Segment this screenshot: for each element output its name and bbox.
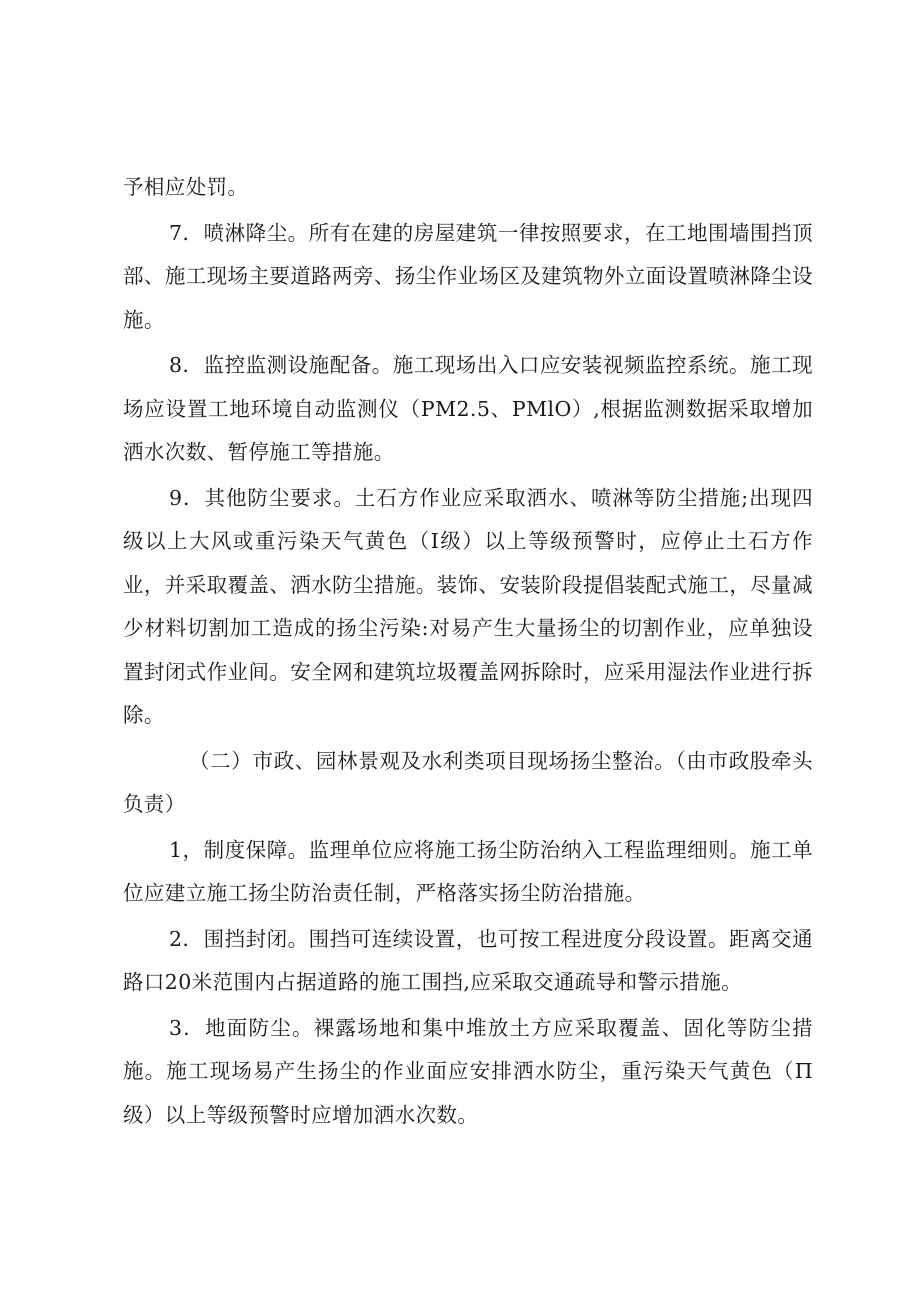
paragraph-item-1: 1，制度保障。监理单位应将施工扬尘防治纳入工程监理细则。施工单位应建立施工扬尘防治责任制，严格落实扬尘防治措施。	[123, 837, 813, 905]
paragraph-item-2: 2．围挡封闭。围挡可连续设置，也可按工程进度分段设置。距离交通路口20米范围内占据道路的施工围挡,应采取交通疏导和警示措施。	[123, 926, 813, 994]
paragraph-item-7: 7．喷淋降尘。所有在建的房屋建筑一律按照要求，在工地围墙围挡顶部、施工现场主要道路两旁、扬尘作业场区及建筑物外立面设置喷淋降尘设施。	[123, 220, 813, 332]
paragraph-continuation: 予相应处罚。	[123, 175, 249, 199]
paragraph-item-8: 8．监控监测设施配备。施工现场出入口应安装视频监控系统。施工现场应设置工地环境自动监测仪（PM2.5、PMlO）,根据监测数据采取增加洒水次数、暂停施工等措施。	[123, 353, 813, 464]
paragraph-item-3: 3．地面防尘。裸露场地和集中堆放土方应采取覆盖、固化等防尘措施。施工现场易产生扬尘的作业面应安排洒水防尘，重污染天气黄色（П级）以上等级预警时应增加洒水次数。	[123, 1015, 813, 1127]
document-body	[123, 166, 813, 1137]
paragraph-item-9: 9．其他防尘要求。土石方作业应采取洒水、喷淋等防尘措施;出现四级以上大风或重污染天气黄色（I级）以上等级预警时，应停止土石方作业，并采取覆盖、洒水防尘措施。装饰、安装阶段提倡装配式施工，尽量减少材料切割加工造成的扬尘污染:对易产生大量扬尘的切割作业，应单独设置封闭式作业间。安全网和建筑垃圾覆盖网拆除时，应采用湿法作业进行拆除。	[123, 485, 813, 727]
section-heading-2: （二）市政、园林景观及水利类项目现场扬尘整治。（由市政股牵头负责）	[123, 748, 813, 816]
